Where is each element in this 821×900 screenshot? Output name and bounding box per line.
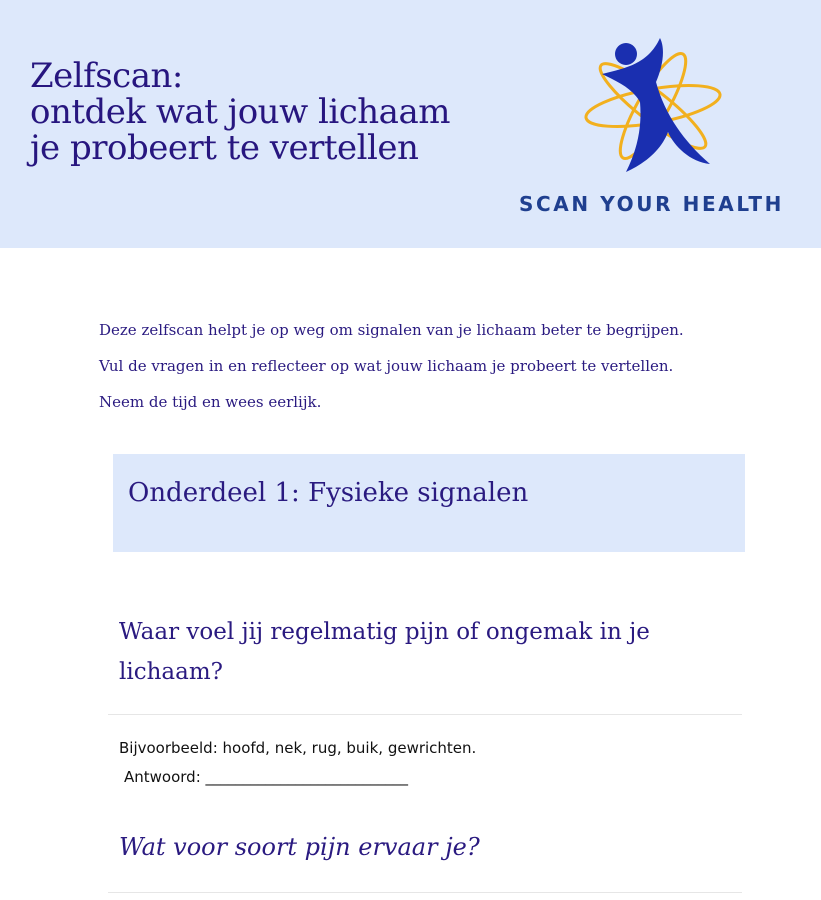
question-1-body — [119, 734, 476, 792]
header-banner — [0, 0, 821, 248]
person-with-orbits-logo — [578, 30, 728, 180]
intro-text — [99, 318, 684, 426]
question-2: Wat voor soort pijn ervaar je? — [119, 833, 480, 861]
title-line-3: je probeert te vertellen — [30, 128, 419, 168]
page-title — [30, 58, 450, 166]
intro-line-3: Neem de tijd en wees eerlijk. — [99, 393, 322, 411]
intro-line-2: Vul de vragen in en reflecteer op wat jouw lichaam je probeert te vertellen. — [99, 357, 674, 375]
brand-wordmark: SCAN YOUR HEALTH — [519, 192, 784, 216]
question-1: Waar voel jij regelmatig pijn of ongemak in je lichaam? — [119, 619, 650, 685]
example-text: Bijvoorbeeld: hoofd, nek, rug, buik, gewrichten. — [119, 739, 477, 757]
divider — [108, 714, 742, 715]
section-header — [113, 454, 745, 552]
title-line-2: ontdek wat jouw lichaam — [30, 92, 450, 132]
intro-line-1: Deze zelfscan helpt je op weg om signalen van je lichaam beter te begrijpen. — [99, 321, 684, 339]
answer-field[interactable]: Antwoord: ___________________________ — [124, 768, 409, 786]
divider — [108, 892, 742, 893]
title-line-1: Zelfscan: — [30, 56, 183, 96]
section-title: Onderdeel 1: Fysieke signalen — [128, 478, 529, 508]
